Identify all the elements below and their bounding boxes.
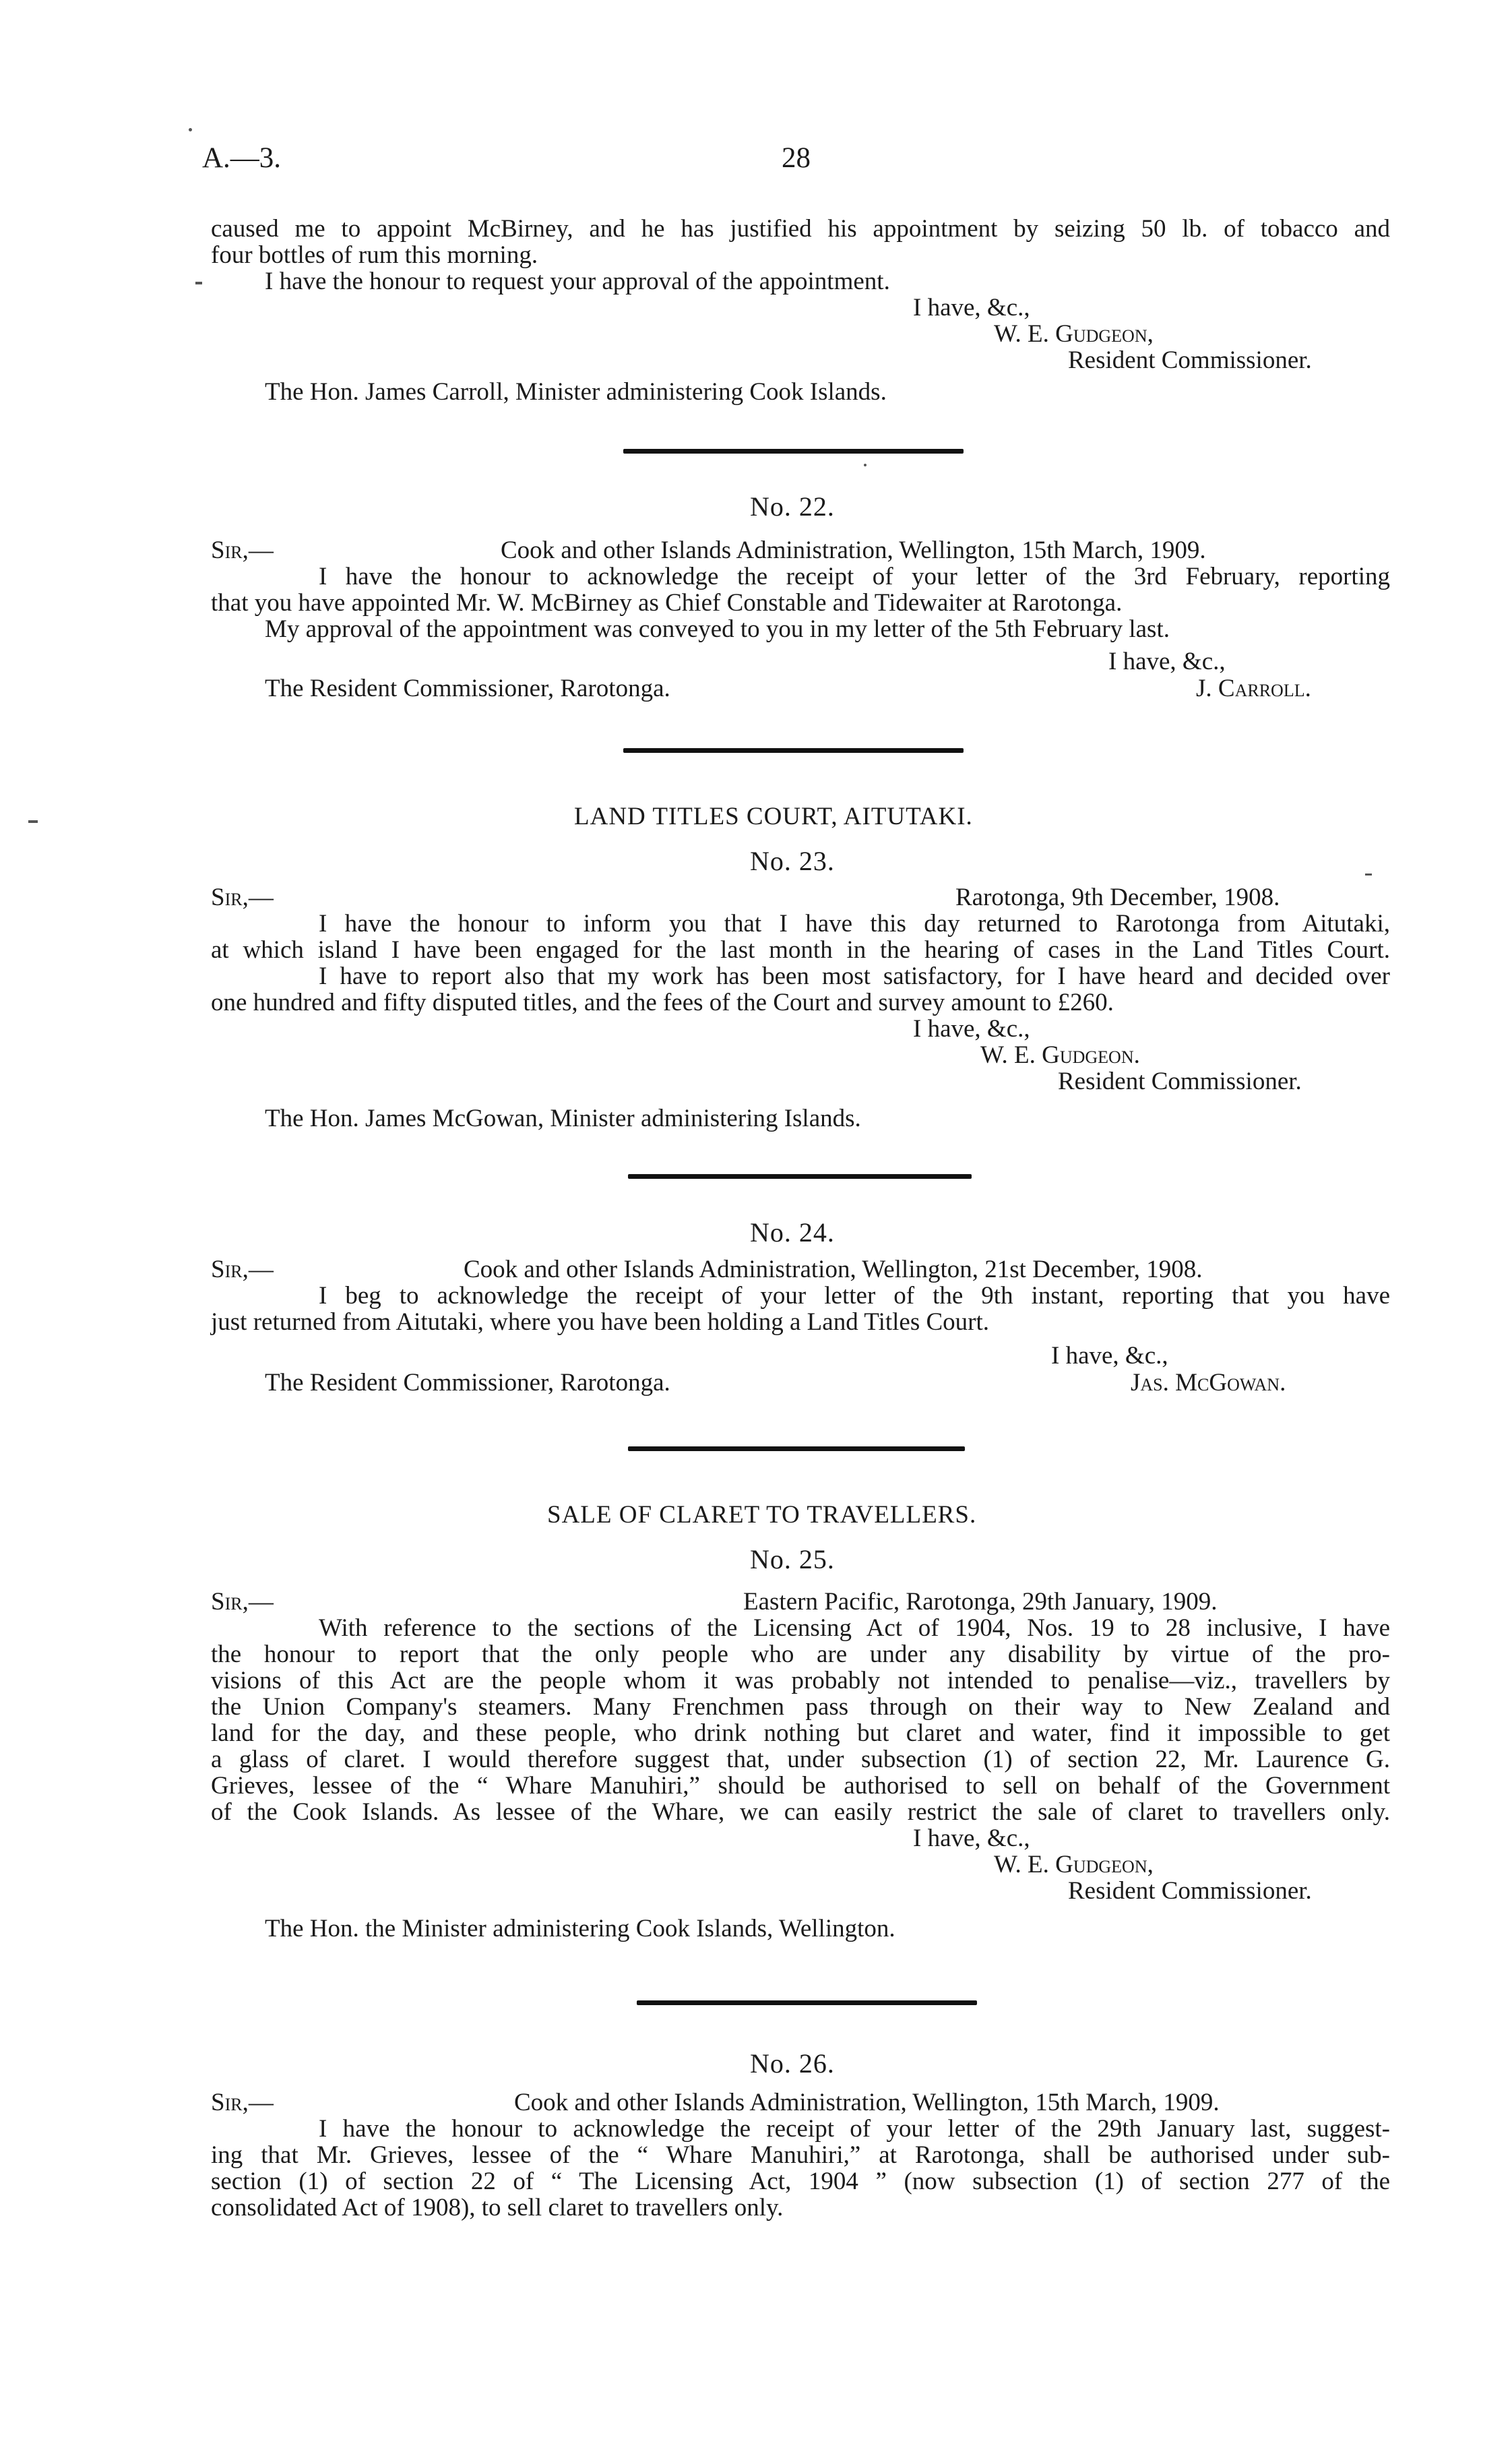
document-reference: A.—3. (202, 142, 282, 174)
intro-signer: W. E. Gudgeon, (994, 320, 1154, 348)
intro-signer-title: Resident Commissioner. (1068, 346, 1312, 374)
no23-line-2: at which island I have been engaged for the last month in the hearing of cases in the Land Titles Court. (211, 936, 1390, 964)
letter-number-22: No. 22. (750, 491, 835, 522)
no25-line-4: the Union Company's steamers. Many Frenchmen pass through on their way to New Zealand and (211, 1693, 1390, 1721)
no25-salutation: Sir,— (211, 1588, 274, 1616)
no22-sign-off: I have, &c., (1108, 648, 1226, 675)
letter-number-23: No. 23. (750, 846, 835, 876)
intro-sign-off: I have, &c., (913, 294, 1030, 321)
no22-line-1: I have the honour to acknowledge the receipt of your letter of the 3rd February, reporting (319, 563, 1390, 590)
no22-line-2: that you have appointed Mr. W. McBirney as Chief Constable and Tidewaiter at Rarotonga. (211, 589, 1123, 617)
no23-addressee: The Hon. James McGowan, Minister administering Islands. (265, 1105, 861, 1132)
section-divider (628, 1446, 965, 1451)
letter-number-25: No. 25. (750, 1544, 835, 1574)
section-title-land-titles: LAND TITLES COURT, AITUTAKI. (574, 803, 973, 830)
letter-number-24: No. 24. (750, 1217, 835, 1248)
no22-signer: J. Carroll. (1196, 675, 1311, 702)
no24-salutation: Sir,— (211, 1256, 274, 1283)
no24-sign-off: I have, &c., (1051, 1342, 1168, 1370)
no25-line-5: land for the day, and these people, who drink nothing but claret and water, find it impossible to get (211, 1719, 1390, 1747)
section-divider (623, 449, 964, 454)
no25-line-1: With reference to the sections of the Licensing Act of 1904, Nos. 19 to 28 inclusive, I have (319, 1614, 1390, 1642)
no23-signer: W. E. Gudgeon. (980, 1041, 1140, 1069)
no22-dateline: Cook and other Islands Administration, Wellington, 15th March, 1909. (501, 537, 1206, 564)
no25-signer-title: Resident Commissioner. (1068, 1877, 1312, 1905)
section-divider (637, 2000, 977, 2005)
margin-dash (1365, 873, 1372, 876)
section-divider (628, 1174, 972, 1179)
letter-number-26: No. 26. (750, 2048, 835, 2079)
no25-dateline: Eastern Pacific, Rarotonga, 29th January, 1909. (743, 1588, 1218, 1616)
margin-dot (189, 128, 192, 131)
page-number: 28 (782, 142, 811, 174)
margin-dash (195, 282, 202, 284)
no23-signer-title: Resident Commissioner. (1058, 1068, 1302, 1095)
no24-signer: Jas. McGowan. (1131, 1369, 1286, 1397)
no24-addressee: The Resident Commissioner, Rarotonga. (265, 1369, 670, 1397)
no22-line-3: My approval of the appointment was conveyed to you in my letter of the 5th February last. (265, 615, 1170, 643)
margin-dash (28, 820, 38, 823)
no26-line-4: consolidated Act of 1908), to sell claret to travellers only. (211, 2194, 784, 2221)
no26-line-1: I have the honour to acknowledge the receipt of your letter of the 29th January last, suggest- (319, 2115, 1390, 2143)
no23-line-3: I have to report also that my work has been most satisfactory, for I have heard and decided over (319, 962, 1390, 990)
no25-addressee: The Hon. the Minister administering Cook Islands, Wellington. (265, 1915, 895, 1942)
intro-line-3: I have the honour to request your approval of the appointment. (265, 268, 890, 295)
no23-line-1: I have the honour to inform you that I have this day returned to Rarotonga from Aitutaki, (319, 910, 1390, 938)
no26-line-2: ing that Mr. Grieves, lessee of the “ Whare Manuhiri,” at Rarotonga, shall be authorised under sub- (211, 2141, 1390, 2169)
no25-line-3: visions of this Act are the people whom it was probably not intended to penalise—viz., travellers by (211, 1667, 1390, 1694)
no25-sign-off: I have, &c., (913, 1825, 1030, 1852)
intro-addressee: The Hon. James Carroll, Minister administering Cook Islands. (265, 378, 887, 406)
no23-sign-off: I have, &c., (913, 1015, 1030, 1043)
no25-line-6: a glass of claret. I would therefore suggest that, under subsection (1) of section 22, Mr. Laurence G. (211, 1746, 1390, 1773)
no23-salutation: Sir,— (211, 884, 274, 911)
no22-addressee: The Resident Commissioner, Rarotonga. (265, 675, 670, 702)
no25-signer: W. E. Gudgeon, (994, 1851, 1154, 1878)
no24-line-1: I beg to acknowledge the receipt of your letter of the 9th instant, reporting that you have (319, 1282, 1390, 1310)
no25-line-8: of the Cook Islands. As lessee of the Whare, we can easily restrict the sale of claret to travellers only. (211, 1798, 1390, 1826)
intro-line-1: caused me to appoint McBirney, and he has justified his appointment by seizing 50 lb. of tobacco and (211, 215, 1390, 243)
no23-dateline: Rarotonga, 9th December, 1908. (955, 884, 1280, 911)
no25-line-2: the honour to report that the only people who are under any disability by virtue of the pro- (211, 1641, 1390, 1668)
no25-line-7: Grieves, lessee of the “ Whare Manuhiri,” should be authorised to sell on behalf of the Government (211, 1772, 1390, 1800)
section-divider (623, 748, 964, 753)
intro-line-2: four bottles of rum this morning. (211, 241, 538, 269)
no22-salutation: Sir,— (211, 537, 274, 564)
no26-dateline: Cook and other Islands Administration, Wellington, 15th March, 1909. (514, 2089, 1220, 2116)
margin-dot (864, 464, 867, 466)
section-title-sale-of-claret: SALE OF CLARET TO TRAVELLERS. (547, 1501, 977, 1529)
no26-line-3: section (1) of section 22 of “ The Licensing Act, 1904 ” (now subsection (1) of section 277 of the (211, 2168, 1390, 2195)
no26-salutation: Sir,— (211, 2089, 274, 2116)
no24-line-2: just returned from Aitutaki, where you have been holding a Land Titles Court. (211, 1308, 990, 1336)
no23-line-4: one hundred and fifty disputed titles, and the fees of the Court and survey amount to £260. (211, 989, 1114, 1016)
no24-dateline: Cook and other Islands Administration, Wellington, 21st December, 1908. (464, 1256, 1203, 1283)
